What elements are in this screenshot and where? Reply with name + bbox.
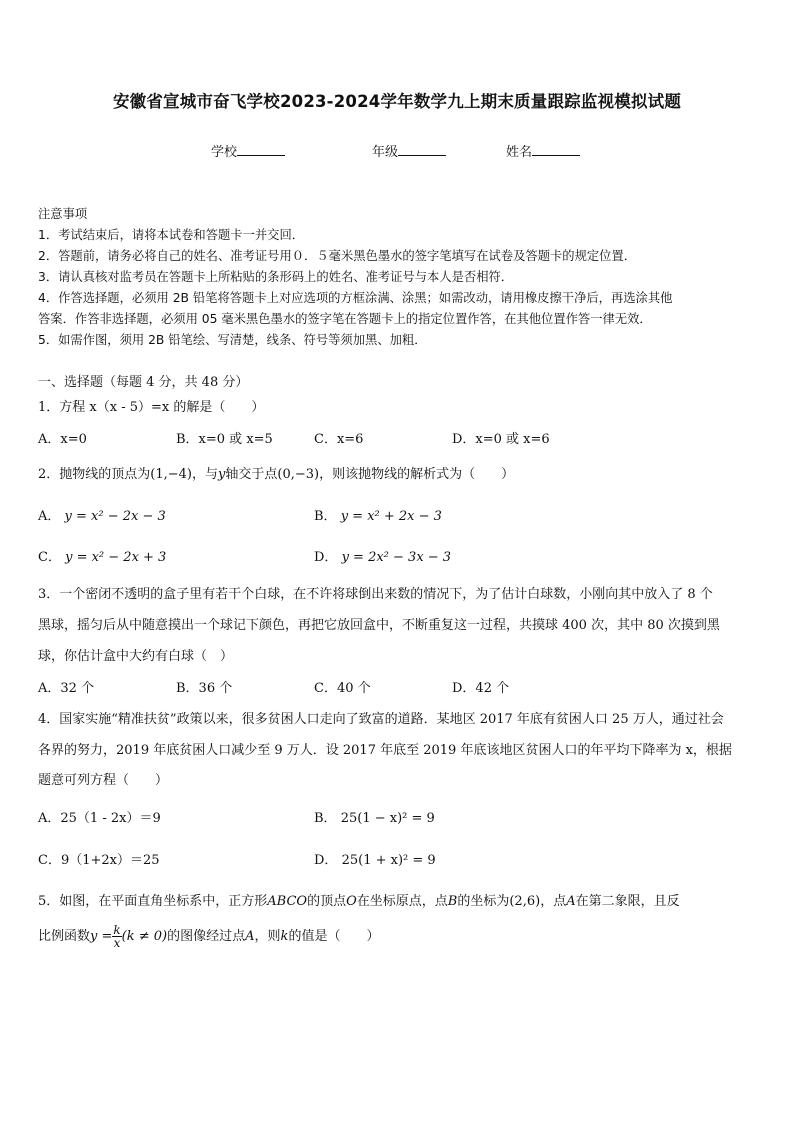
q5-line1 bbox=[38, 890, 680, 909]
school-label: 学校 bbox=[211, 145, 238, 160]
q2-point: (0,−3) bbox=[277, 467, 320, 482]
q2-option-d bbox=[314, 546, 451, 565]
option-formula: y = x² − 2x + 3 bbox=[65, 550, 167, 565]
q5-fraction bbox=[112, 924, 121, 949]
option-label: B． bbox=[314, 509, 337, 524]
q5-text: 5．如图，在平面直角坐标系中，正方形 bbox=[38, 894, 268, 909]
q3-line: 球，你估计盒中大约有白球（ ） bbox=[38, 649, 234, 664]
q2-vertex: (1,−4) bbox=[150, 467, 192, 482]
q2-text: ，则该抛物线的解析式为（ ） bbox=[319, 467, 515, 482]
option-formula: 25(1 + x)² = 9 bbox=[341, 853, 436, 868]
option-label: D． bbox=[314, 550, 338, 565]
q1-option-d: D．x=0 或 x=6 bbox=[452, 432, 550, 447]
q4-line: 4．国家实施“精准扶贫”政策以来，很多贫困人口走向了致富的道路．某地区 2017 年底有贫困人口 25 万人，通过社会 bbox=[38, 712, 724, 727]
grade-blank bbox=[398, 143, 446, 156]
option-formula: y = x² + 2x − 3 bbox=[340, 509, 442, 524]
option-formula: y = x² − 2x − 3 bbox=[64, 509, 166, 524]
q5-text: 在坐标原点，点 bbox=[356, 894, 448, 909]
q5-text: 在第二象限，且反 bbox=[575, 894, 680, 909]
q2-y-axis: y bbox=[218, 467, 226, 482]
q4-option-a: A．25（1 - 2x）＝9 bbox=[38, 811, 161, 826]
q5-point-b: B bbox=[447, 894, 458, 909]
q5-text: 的坐标为 bbox=[457, 894, 510, 909]
option-label: B． bbox=[314, 811, 337, 826]
option-formula: 25(1 − x)² = 9 bbox=[340, 811, 435, 826]
option-label: D． bbox=[314, 853, 338, 868]
name-blank bbox=[532, 143, 580, 156]
option-label: A． bbox=[38, 509, 61, 524]
q3-option-b: B．36 个 bbox=[176, 681, 233, 696]
option-label: C． bbox=[38, 550, 61, 565]
q1-option-a: A．x=0 bbox=[38, 432, 87, 447]
q5-square-name: ABCO bbox=[267, 894, 308, 909]
q5-point-a: A bbox=[566, 894, 576, 909]
q4-line: 各界的努力，2019 年底贫困人口减少至 9 万人．设 2017 年底至 2019 年底该地区贫困人口的年平均下降率为 x，根据 bbox=[38, 743, 732, 758]
q2-stem bbox=[38, 463, 514, 482]
q5-point-a: A bbox=[245, 929, 255, 944]
q5-point-o: O bbox=[346, 894, 357, 909]
q3-option-c: C．40 个 bbox=[314, 681, 371, 696]
q4-option-b bbox=[314, 807, 435, 826]
grade-field bbox=[372, 141, 446, 160]
section-heading: 一、选择题（每题 4 分，共 48 分） bbox=[38, 375, 249, 390]
q2-text: 轴交于点 bbox=[225, 467, 278, 482]
q1-option-c: C．x=6 bbox=[314, 432, 364, 447]
q5-text: 的值是（ ） bbox=[288, 929, 380, 944]
q2-text: 2．抛物线的顶点为 bbox=[38, 467, 151, 482]
notice-heading: 注意事项 bbox=[38, 207, 88, 221]
q5-b-coordinate: (2,6) bbox=[509, 894, 541, 909]
notice-item: 1．考试结束后，请将本试卷和答题卡一并交回． bbox=[38, 228, 305, 242]
q4-option-d bbox=[314, 849, 436, 868]
q5-text: 比例函数 bbox=[38, 929, 91, 944]
notice-item: 4．作答选择题，必须用 2B 铅笔将答题卡上对应选项的方框涂满、涂黑；如需改动，请用橡皮擦干净后，再选涂其他 bbox=[38, 291, 673, 305]
q1-stem: 1．方程 x（x - 5）=x 的解是（ ） bbox=[38, 400, 265, 415]
fraction-numerator: k bbox=[113, 923, 121, 937]
q5-k: k bbox=[280, 929, 289, 944]
notice-item: 3．请认真核对监考员在答题卡上所粘贴的条形码上的姓名、准考证号与本人是否相符． bbox=[38, 270, 514, 284]
option-formula: y = 2x² − 3x − 3 bbox=[341, 550, 452, 565]
q2-option-b bbox=[314, 505, 442, 524]
q3-option-d: D．42 个 bbox=[452, 681, 510, 696]
school-blank bbox=[237, 143, 285, 156]
notice-item: 2．答题前，请务必将自己的姓名、准考证号用０．５毫米黑色墨水的签字笔填写在试卷及答题卡的规定位置． bbox=[38, 249, 637, 263]
q3-line: 黑球，摇匀后从中随意摸出一个球记下颜色，再把它放回盒中，不断重复这一过程，共摸球 400 次，其中 80 次摸到黑 bbox=[38, 618, 720, 633]
name-label: 姓名 bbox=[506, 145, 533, 160]
q2-option-a bbox=[38, 505, 166, 524]
notice-item: 答案．作答非选择题，必须用 05 毫米黑色墨水的签字笔在答题卡上的指定位置作答，在其他位置作答一律无效． bbox=[38, 312, 652, 326]
q2-option-c bbox=[38, 546, 166, 565]
q1-option-b: B．x=0 或 x=5 bbox=[176, 432, 273, 447]
q3-line: 3．一个密闭不透明的盒子里有若干个白球，在不许将球倒出来数的情况下，为了估计白球数，小刚向其中放入了 8 个 bbox=[38, 587, 713, 602]
q5-text: 的图像经过点 bbox=[167, 929, 246, 944]
q5-condition: (k ≠ 0) bbox=[121, 929, 168, 944]
school-field bbox=[211, 141, 285, 160]
q5-text: 的顶点 bbox=[307, 894, 347, 909]
q5-text: ，点 bbox=[540, 894, 567, 909]
q3-option-a: A．32 个 bbox=[38, 681, 95, 696]
q2-text: ，与 bbox=[192, 467, 219, 482]
grade-label: 年级 bbox=[372, 145, 399, 160]
q5-line2 bbox=[38, 924, 379, 949]
notice-item: 5．如需作图，须用 2B 铅笔绘、写清楚，线条、符号等须加黑、加粗． bbox=[38, 333, 427, 347]
q4-line: 题意可列方程（ ） bbox=[38, 773, 169, 788]
name-field bbox=[506, 141, 580, 160]
q5-function-lhs: y = bbox=[90, 929, 113, 944]
fraction-denominator: x bbox=[113, 936, 121, 950]
page-title: 安徽省宣城市奋飞学校2023-2024学年数学九上期末质量跟踪监视模拟试题 bbox=[112, 92, 682, 111]
q4-option-c: C．9（1+2x）＝25 bbox=[38, 853, 160, 868]
q5-text: ，则 bbox=[254, 929, 281, 944]
